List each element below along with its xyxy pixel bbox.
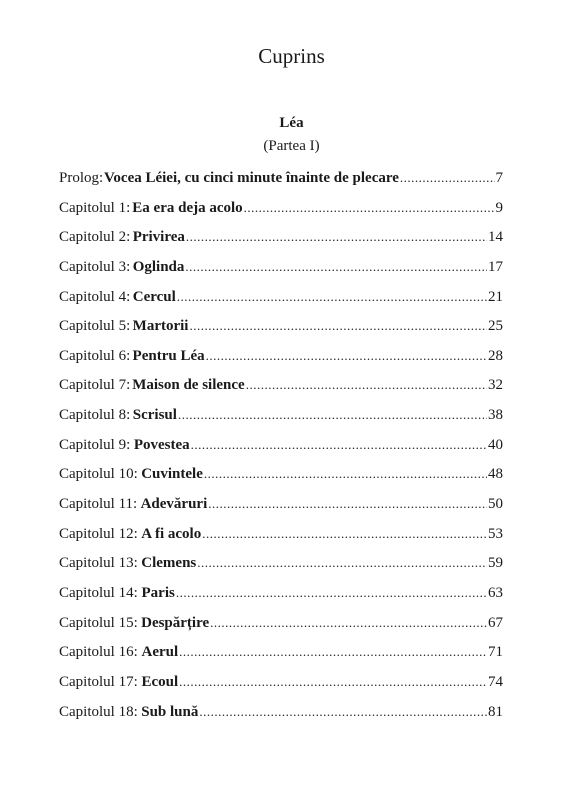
toc-dot-leader (189, 311, 487, 341)
toc-entry-label: Capitolul 5: (59, 318, 131, 335)
toc-entry-page-number: 81 (488, 703, 503, 720)
table-of-contents (59, 163, 503, 726)
toc-dot-leader (202, 519, 487, 549)
toc-dot-leader (186, 222, 487, 252)
part-title: Léa (279, 115, 304, 131)
toc-entry-title: Paris (141, 584, 175, 601)
toc-entry-page-number: 71 (488, 644, 503, 661)
toc-dot-leader (177, 282, 487, 312)
toc-entry-page-number: 48 (488, 466, 503, 483)
toc-entry (59, 548, 503, 578)
toc-entry-title: Maison de silence (132, 377, 245, 394)
toc-entry-title: Aerul (141, 644, 179, 661)
toc-entry (59, 519, 503, 549)
toc-entry-page-number: 59 (488, 555, 503, 572)
toc-entry-page-number: 38 (488, 407, 503, 424)
toc-entry-label: Capitolul 1: (59, 199, 131, 216)
toc-entry-page-number: 32 (488, 377, 503, 394)
toc-dot-leader (400, 163, 495, 193)
toc-entry-label: Capitolul 14: (59, 584, 138, 601)
toc-entry-page-number: 14 (488, 229, 503, 246)
page-title: Cuprins (258, 44, 325, 68)
toc-entry (59, 578, 503, 608)
toc-entry-title: Clemens (141, 555, 197, 572)
toc-entry-label: Capitolul 16: (59, 644, 138, 661)
toc-entry (59, 341, 503, 371)
toc-dot-leader (185, 252, 487, 282)
toc-dot-leader (206, 341, 487, 371)
toc-entry-title: Pentru Léa (132, 347, 205, 364)
toc-dot-leader (176, 578, 487, 608)
toc-dot-leader (199, 697, 487, 727)
toc-entry-page-number: 40 (488, 436, 503, 453)
toc-dot-leader (191, 430, 487, 460)
toc-entry (59, 252, 503, 282)
toc-entry-page-number: 74 (488, 673, 503, 690)
toc-entry (59, 489, 503, 519)
toc-entry-title: Despărțire (141, 614, 210, 631)
toc-entry-page-number: 25 (488, 318, 503, 335)
toc-entry-title: Sub lună (141, 703, 199, 720)
toc-dot-leader (208, 489, 487, 519)
toc-entry-label: Capitolul 12: (59, 525, 138, 542)
part-subtitle: (Partea I) (263, 138, 320, 154)
toc-entry-label: Capitolul 17: (59, 673, 138, 690)
toc-entry-page-number: 63 (488, 584, 503, 601)
toc-entry (59, 697, 503, 727)
toc-entry-title: Scrisul (132, 407, 177, 424)
toc-entry-page-number: 17 (488, 258, 503, 275)
toc-entry-page-number: 50 (488, 496, 503, 513)
toc-entry-label: Capitolul 9: (59, 436, 131, 453)
toc-dot-leader (246, 370, 487, 400)
toc-entry (59, 370, 503, 400)
toc-entry (59, 311, 503, 341)
toc-entry (59, 193, 503, 223)
toc-entry-label: Capitolul 10: (59, 466, 138, 483)
toc-entry-label: Capitolul 18: (59, 703, 138, 720)
toc-entry-title: Cuvintele (141, 466, 203, 483)
toc-entry-page-number: 7 (495, 170, 503, 186)
toc-entry-title: Adevăruri (140, 496, 208, 513)
toc-entry (59, 608, 503, 638)
toc-entry (59, 667, 503, 697)
toc-entry-title: Privirea (132, 229, 185, 246)
toc-entry-title: Oglinda (132, 258, 185, 275)
toc-entry (59, 163, 503, 193)
toc-entry-title: Povestea (133, 436, 190, 453)
toc-entry-label: Capitolul 7: (59, 377, 131, 394)
toc-entry-title: Ecoul (141, 673, 179, 690)
toc-entry-label: Capitolul 4: (59, 288, 131, 305)
toc-entry (59, 400, 503, 430)
toc-entry-title: Cercul (132, 288, 176, 305)
toc-entry-title: A fi acolo (141, 525, 202, 542)
toc-entry-label: Capitolul 15: (59, 614, 138, 631)
toc-entry-title: Ea era deja acolo (132, 199, 243, 216)
toc-entry-label: Capitolul 11: (59, 496, 138, 513)
toc-entry-page-number: 21 (488, 288, 503, 305)
toc-entry-page-number: 9 (495, 199, 503, 216)
toc-dot-leader (179, 667, 487, 697)
toc-dot-leader (204, 459, 487, 489)
toc-entry-title: Vocea Léiei, cu cinci minute înainte de plecare (103, 170, 399, 186)
toc-dot-leader (179, 637, 487, 667)
toc-entry (59, 430, 503, 460)
toc-dot-leader (210, 608, 487, 638)
toc-entry (59, 459, 503, 489)
toc-entry-label: Capitolul 13: (59, 555, 138, 572)
toc-entry-page-number: 53 (488, 525, 503, 542)
toc-entry-page-number: 67 (488, 614, 503, 631)
toc-entry-label: Capitolul 6: (59, 347, 131, 364)
toc-entry (59, 282, 503, 312)
toc-entry-label: Prolog: (59, 170, 104, 186)
toc-entry-label: Capitolul 3: (59, 258, 131, 275)
toc-dot-leader (244, 193, 495, 223)
toc-entry-title: Martorii (132, 318, 189, 335)
toc-entry-page-number: 28 (488, 347, 503, 364)
toc-entry-label: Capitolul 2: (59, 229, 131, 246)
toc-entry-label: Capitolul 8: (59, 407, 131, 424)
toc-entry (59, 222, 503, 252)
toc-dot-leader (178, 400, 487, 430)
toc-dot-leader (197, 548, 487, 578)
toc-entry (59, 637, 503, 667)
